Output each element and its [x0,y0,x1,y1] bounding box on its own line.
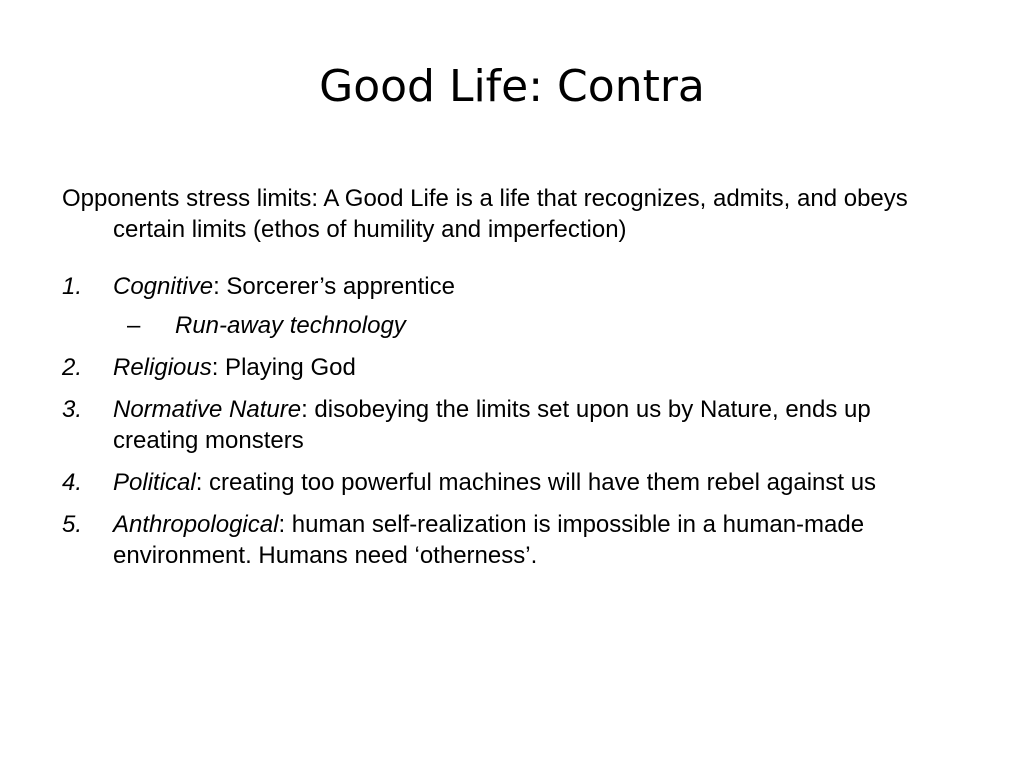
dash-bullet: – [127,312,141,339]
list-item-2 [62,352,962,383]
sub-list-item-text: Run-away technology [175,312,406,339]
list-item-5 [62,509,962,571]
list-item-number: 3. [62,396,83,423]
list-item-number: 1. [62,273,83,300]
list-item-term: Cognitive [113,273,214,300]
list-item-4 [62,467,962,498]
list-item-term: Normative Nature [113,396,302,423]
sub-list-item [62,310,962,341]
list-item-term: Religious [113,354,212,381]
slide-title: Good Life: Contra [319,61,705,112]
list-item-number: 2. [62,354,83,381]
list-item-term: Anthropological [113,511,279,538]
list-item-number: 5. [62,511,83,538]
list-item-number: 4. [62,469,83,496]
list-item-3 [62,394,962,456]
list-item-text: : human self-realization is impossible in a human-made environment. Humans need ‘otherness’. [113,511,865,569]
list-item-text: : Sorcerer’s apprentice [213,273,455,300]
intro-paragraph: Opponents stress limits: A Good Life is a life that recognizes, admits, and obeys certain limits (ethos of humility and imperfection) [62,185,908,243]
list-item-term: Political [113,469,196,496]
slide-body [62,183,962,582]
list-item-text: : creating too powerful machines will have them rebel against us [195,469,877,496]
list-item-text: : Playing God [211,354,356,381]
list-item-text: : disobeying the limits set upon us by Nature, ends up creating monsters [113,396,871,454]
list-item-1 [62,271,962,302]
